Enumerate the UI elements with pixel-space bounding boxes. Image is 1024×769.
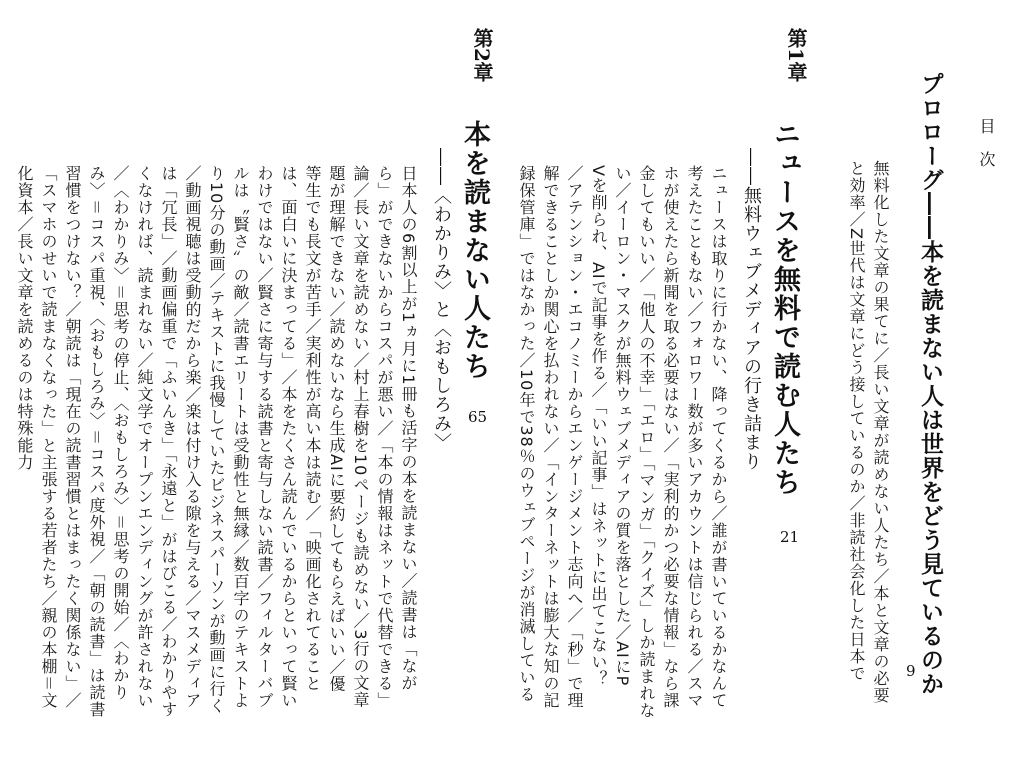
chapter2-summary-line-14: み〉＝コスパ重視、〈おもしろみ〉＝コスパ度外視／「朝の読書」は読書 xyxy=(87,165,106,719)
prologue-summary-line-2: と効率／Z世代は文章にどう接しているのか／非読社会化した日本で xyxy=(847,160,866,682)
chapter2-summary-line-5: 等生でも長文が苦手／実利性が高い本は読む／「映画化されてること xyxy=(303,165,322,692)
prologue-summary-line-1: 無料化した文章の果てに／長い文章が読めない人たち／本と文章の必要 xyxy=(871,160,890,704)
prologue-page-number: 9 xyxy=(906,662,916,680)
chapter1-summary-line-9: 録保管庫」ではなかった／10年で38％のウェブページが消滅している xyxy=(517,165,536,703)
chapter2-summary-line-4: 題が理解できない／読めないなら生成AIに要約してもらえばいい／優 xyxy=(327,165,346,693)
chapter2-summary-line-7: わけではない／賢さに寄与する読書と寄与しない読書／フィルターバブ xyxy=(255,165,274,709)
chapter2-summary-line-6: は、面白いに決まってる」／本をたくさん読んでいるからといって賢い xyxy=(279,165,298,709)
chapter2-summary-line-17: 化資本／長い文章を読めるのは特殊能力 xyxy=(15,165,34,471)
chapter1-summary-line-4: 金してもいい／「他人の不幸」「エロ」「マンガ」「クイズ」しか読まれな xyxy=(637,165,656,719)
chapter2-summary-line-15: 習慣をつけない？／朝読は「現在の読書習慣とはまったく関係ない」／ xyxy=(63,165,82,709)
chapter2-summary-line-9: り10分の動画／テキストに我慢していたビジネスパーソンが動画に行く xyxy=(207,165,226,715)
chapter2-summary-line-10: ／動画視聴は受動的だから楽／楽は付け入る隙を与える／マスメディア xyxy=(183,165,202,709)
chapter1-subtitle: ――無料ウェブメディアの行き詰まり xyxy=(741,148,762,471)
prologue-title[interactable]: プロローグ――本を読まない人は世界をどう見ているのか xyxy=(917,72,944,696)
chapter1-summary-line-3: ホが使えたら新聞を取る必要はない／「実利的かつ必要な情報」なら課 xyxy=(661,165,680,709)
chapter2-summary-line-1: 日本人の6割以上が1ヵ月に1冊も活字の本を読まない／読書は「なが xyxy=(399,165,418,692)
chapter2-summary-line-11: は「冗長」／動画偏重で「ふいんき」「永遠と」がはびこる／わかりやす xyxy=(159,165,178,718)
chapter2-label: 第2章 xyxy=(470,28,494,82)
chapter2-summary-line-3: 論／長い文章を読めない／村上春樹を10ページも読めない／3行の文章 xyxy=(351,165,370,709)
chapter2-subtitle: ――〈わかりみ〉と〈おもしろみ〉 xyxy=(431,148,452,452)
chapter1-label: 第1章 xyxy=(784,28,808,82)
chapter2-title[interactable]: 本を読まない人たち xyxy=(459,120,490,381)
chapter1-summary-line-1: ニュースは取りに行かない、降ってくるから／誰が書いているかなんて xyxy=(709,165,728,709)
chapter1-title[interactable]: ニュースを無料で読む人たち xyxy=(769,120,800,497)
chapter1-summary-line-7: ／アテンション・エコノミーからエンゲージメント志向へ／「秒」で理 xyxy=(565,165,584,709)
chapter2-summary-line-2: ら」ができないからコスパが悪い／「本の情報はネットで代替できる」 xyxy=(375,165,394,709)
chapter1-summary-line-5: い／イーロン・マスクが無料ウェブメディアの質を落とした／AIにP xyxy=(613,165,632,687)
chapter1-page-number: 21 xyxy=(780,528,800,546)
chapter2-summary-line-12: くなければ、読まれない／純文学でオープンエンディングが許されない xyxy=(135,165,154,709)
toc-heading: 目 次 xyxy=(977,118,996,174)
chapter1-summary-line-6: Vを削られ、AIで記事を作る／「いい記事」はネットに出てこない？ xyxy=(589,165,608,688)
chapter1-summary-line-8: 解できることしか関心を払われない／「インターネットは膨大な知の記 xyxy=(541,165,560,709)
chapter2-page-number: 65 xyxy=(468,408,488,426)
chapter2-summary-line-13: ／〈わかりみ〉＝思考の停止、〈おもしろみ〉＝思考の開始／〈わかり xyxy=(111,165,130,702)
chapter2-summary-line-8: ルは〝賢さ〟の敵／読書エリートは受動性と無縁／数百字のテキストよ xyxy=(231,165,250,709)
chapter2-summary-line-16: 「スマホのせいで読まなくなった」と主張する若者たち／親の本棚＝文 xyxy=(39,165,58,709)
chapter1-summary-line-2: 考えたこともない／フォロワー数が多いアカウントは信じられる／スマ xyxy=(685,165,704,709)
